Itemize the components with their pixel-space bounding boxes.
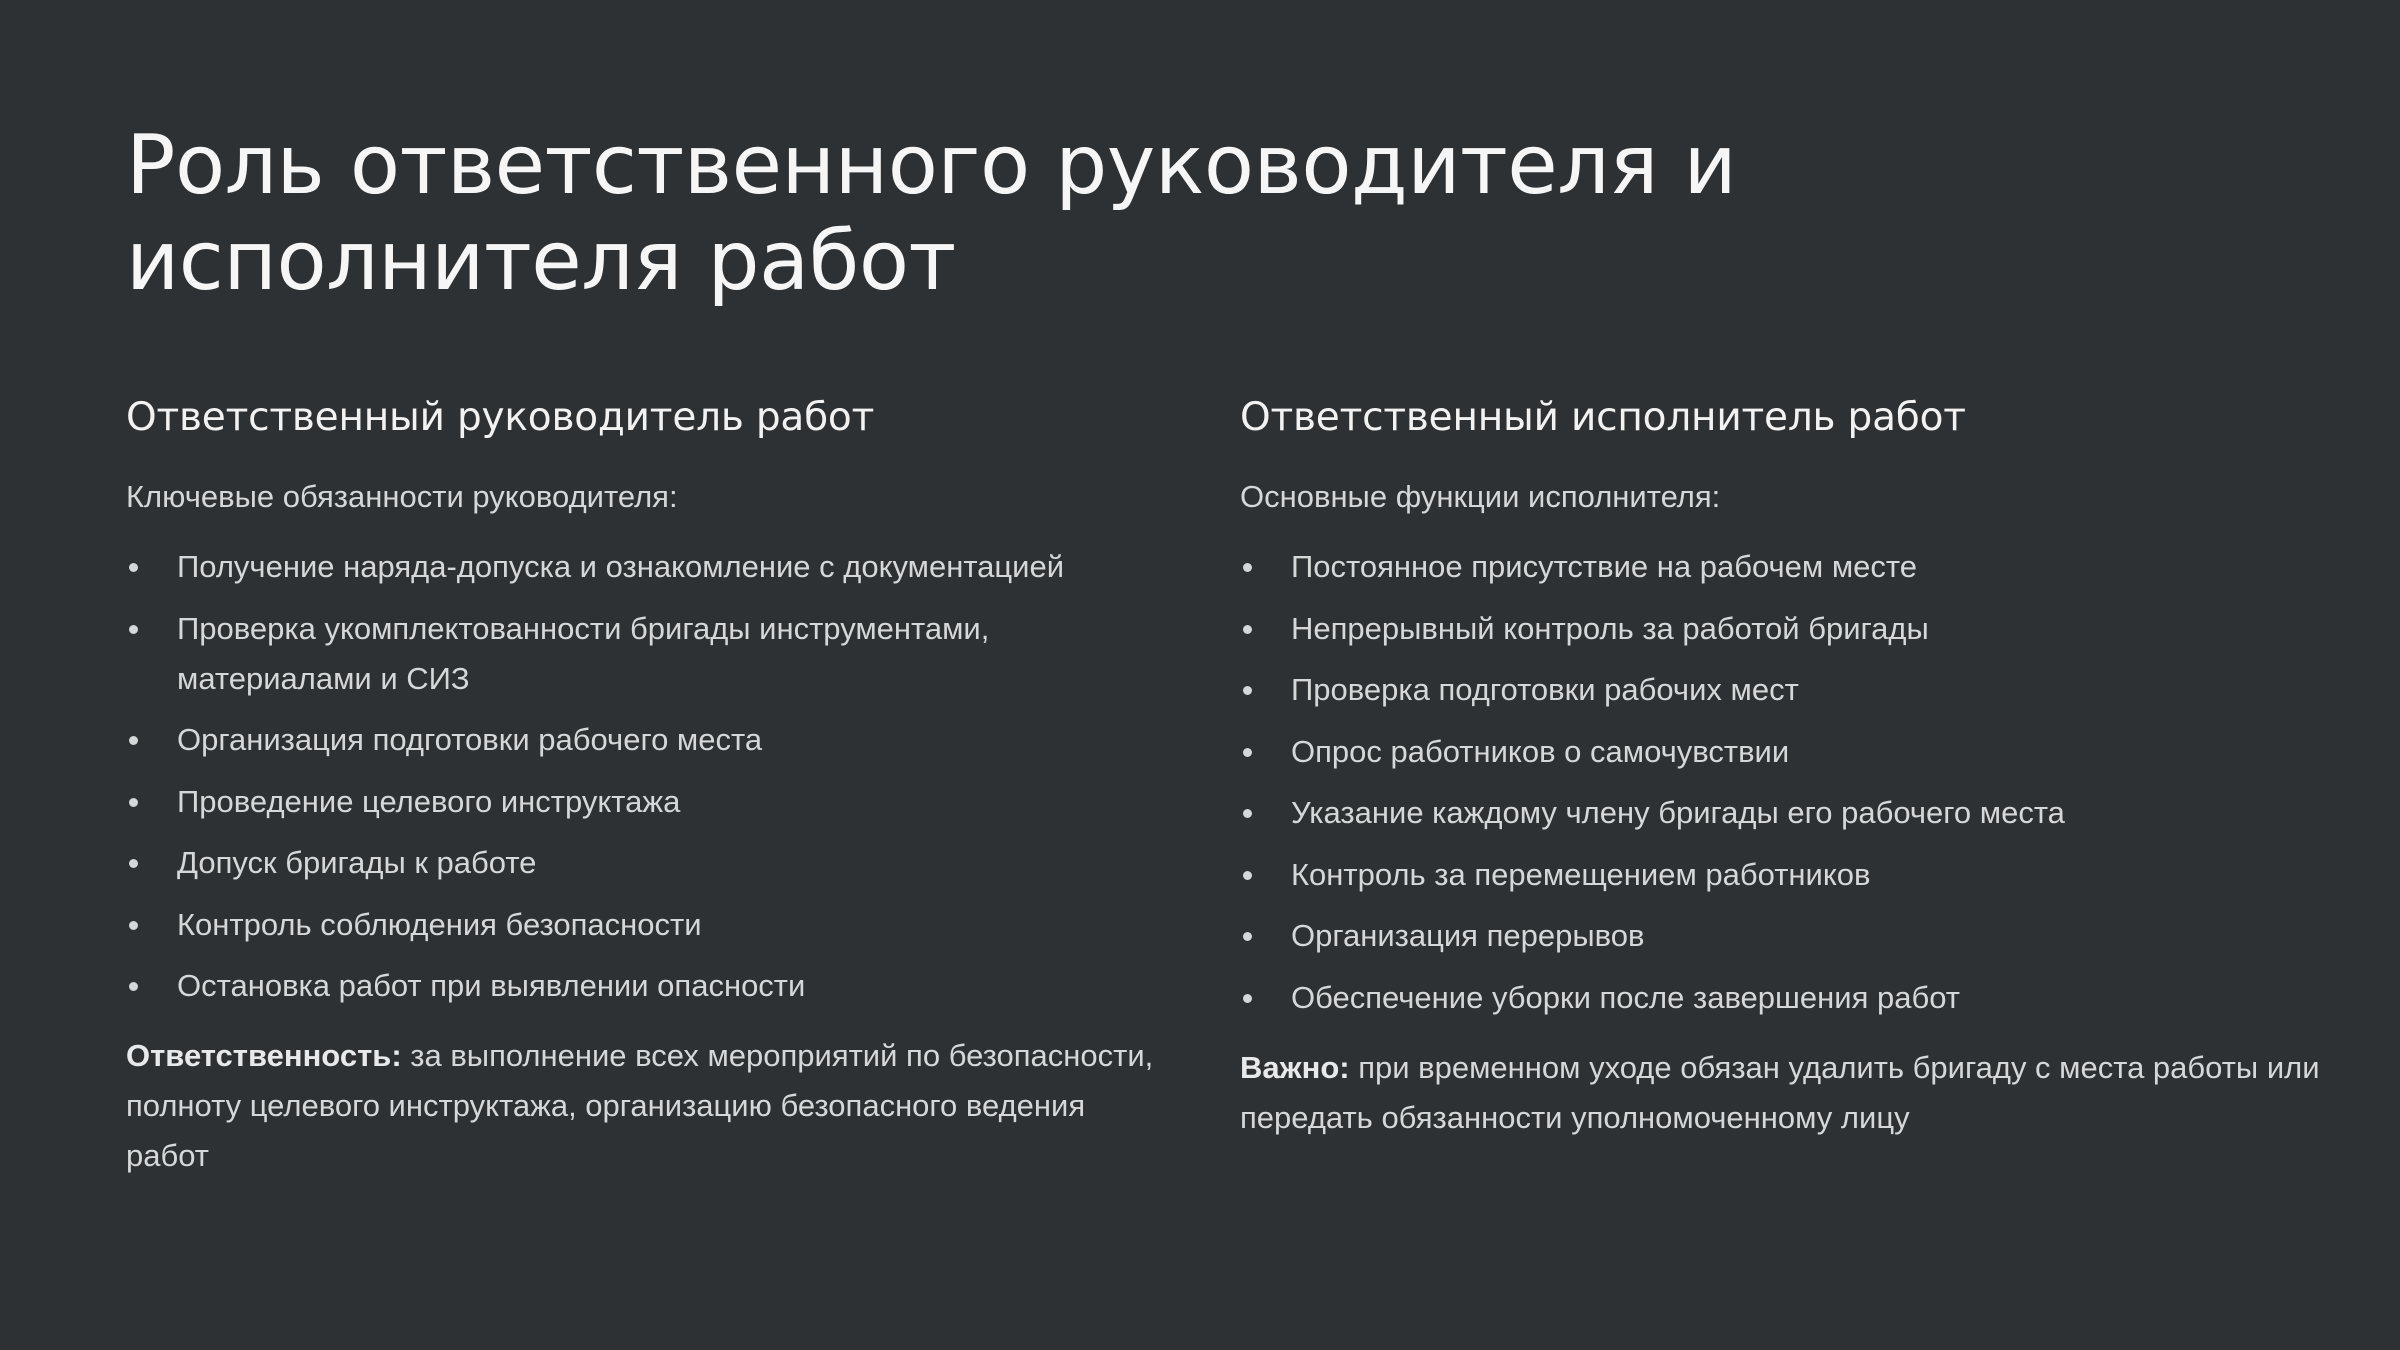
list-item-text: Остановка работ при выявлении опасности xyxy=(177,968,806,1003)
list-item xyxy=(1240,973,2320,1023)
list-item-text: Контроль за перемещением работников xyxy=(1291,856,1871,892)
list-item xyxy=(1240,850,2320,900)
bullet-dot-icon xyxy=(1243,748,1252,757)
column-manager xyxy=(126,388,1156,1181)
list-item-text: Обеспечение уборки после завершения работ xyxy=(1291,979,1960,1015)
list-item-text: Организация подготовки рабочего места xyxy=(177,722,763,757)
list-item xyxy=(126,604,1156,704)
duties-list-executor xyxy=(1240,542,2320,1023)
bullet-dot-icon xyxy=(129,736,138,745)
bullet-dot-icon xyxy=(1243,809,1252,818)
list-item-text: Контроль соблюдения безопасности xyxy=(177,906,702,942)
note-label: Важно: xyxy=(1240,1049,1350,1085)
note-label: Ответственность: xyxy=(126,1038,402,1073)
bullet-dot-icon xyxy=(129,798,138,807)
bullet-dot-icon xyxy=(1243,932,1252,941)
bullet-dot-icon xyxy=(1243,563,1252,572)
list-item-text: Проведение целевого инструктажа xyxy=(177,783,681,819)
list-item xyxy=(126,715,1156,765)
list-item xyxy=(126,777,1156,827)
list-item xyxy=(126,900,1156,950)
list-item xyxy=(126,961,1156,1011)
list-item xyxy=(1240,604,2320,654)
column-heading-executor: Ответственный исполнитель работ xyxy=(1240,395,1966,440)
list-item xyxy=(1240,788,2320,838)
list-item xyxy=(126,542,1156,592)
slide-title: Роль ответственного руководителя и исполнителя работ xyxy=(126,118,1737,309)
list-item xyxy=(1240,542,2320,592)
list-item xyxy=(1240,727,2320,777)
important-note xyxy=(1240,1043,2320,1143)
list-item xyxy=(126,838,1156,888)
bullet-dot-icon xyxy=(129,982,138,991)
column-heading-manager: Ответственный руководитель работ xyxy=(126,395,875,440)
bullet-dot-icon xyxy=(1243,686,1252,695)
bullet-dot-icon xyxy=(1243,625,1252,634)
list-item-text: Непрерывный контроль за работой бригады xyxy=(1291,610,1929,646)
bullet-dot-icon xyxy=(129,921,138,930)
column-intro-executor: Основные функции исполнителя: xyxy=(1240,479,1721,514)
list-item xyxy=(1240,911,2320,961)
list-item-text: Постоянное присутствие на рабочем месте xyxy=(1291,549,1917,584)
note-text: при временном уходе обязан удалить бригаду с места работы или передать обязанности уполномоченному лицу xyxy=(1240,1049,2320,1135)
duties-list-manager xyxy=(126,542,1156,1011)
column-executor xyxy=(1240,388,2320,1143)
list-item-text: Проверка укомплектованности бригады инструментами, материалами и СИЗ xyxy=(177,610,990,696)
list-item-text: Получение наряда-допуска и ознакомление с документацией xyxy=(177,549,1065,584)
list-item-text: Проверка подготовки рабочих мест xyxy=(1291,672,1799,707)
column-intro-manager: Ключевые обязанности руководителя: xyxy=(126,479,678,514)
list-item-text: Указание каждому члену бригады его рабочего места xyxy=(1291,795,2065,830)
responsibility-note xyxy=(126,1031,1156,1181)
list-item-text: Опрос работников о самочувствии xyxy=(1291,733,1790,769)
list-item-text: Допуск бригады к работе xyxy=(177,845,537,880)
bullet-dot-icon xyxy=(1243,994,1252,1003)
list-item xyxy=(1240,665,2320,715)
bullet-dot-icon xyxy=(129,625,138,634)
note-text: за выполнение всех мероприятий по безопасности, полноту целевого инструктажа, организацию безопасного ведения работ xyxy=(126,1038,1154,1173)
bullet-dot-icon xyxy=(129,859,138,868)
bullet-dot-icon xyxy=(129,563,138,572)
bullet-dot-icon xyxy=(1243,871,1252,880)
list-item-text: Организация перерывов xyxy=(1291,918,1645,953)
